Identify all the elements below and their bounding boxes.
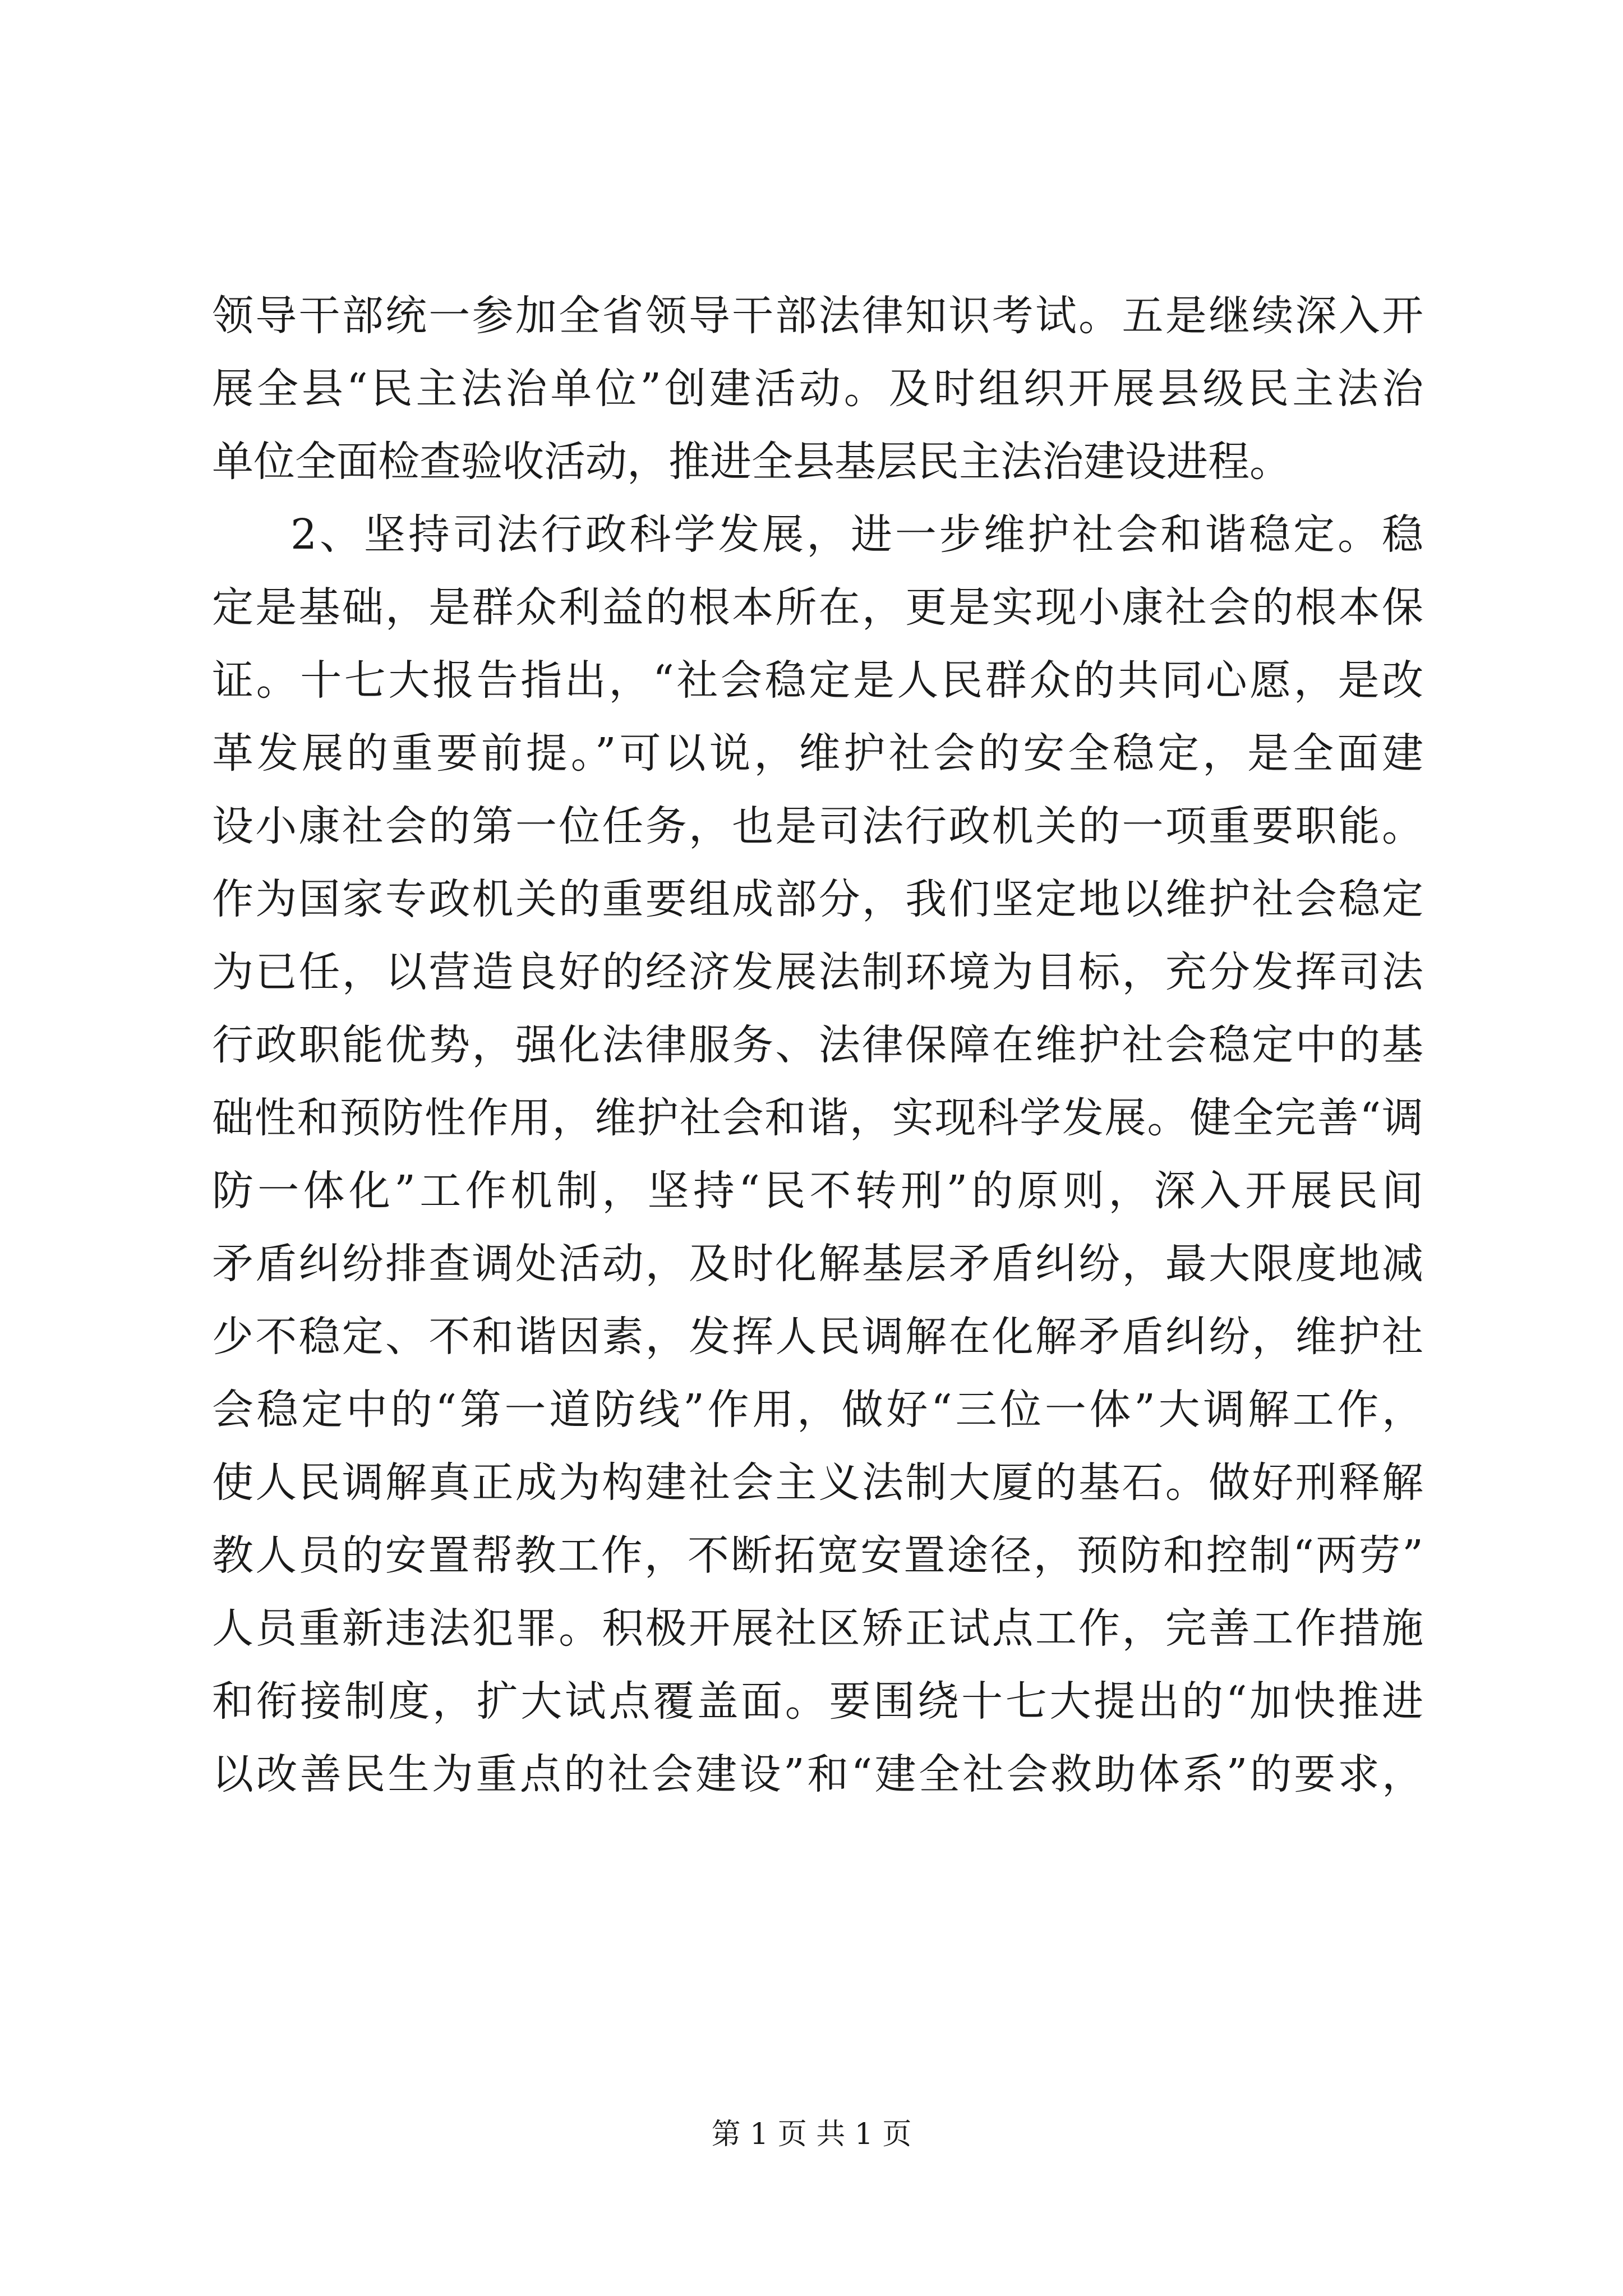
text-line: 定是基础，是群众利益的根本所在，更是实现小康社会的根本保 bbox=[212, 583, 1423, 632]
text-line: 础性和预防性作用，维护社会和谐，实现科学发展。健全完善“调 bbox=[212, 1094, 1423, 1142]
text-line: 作为国家专政机关的重要组成部分，我们坚定地以维护社会稳定 bbox=[212, 875, 1423, 923]
text-line: 矛盾纠纷排查调处活动，及时化解基层矛盾纠纷，最大限度地减 bbox=[212, 1240, 1423, 1288]
text-line: 使人民调解真正成为构建社会主义法制大厦的基石。做好刑释解 bbox=[212, 1458, 1423, 1507]
text-line: 和衔接制度，扩大试点覆盖面。要围绕十七大提出的“加快推进 bbox=[212, 1677, 1423, 1726]
text-line: 革发展的重要前提。”可以说，维护社会的安全稳定，是全面建 bbox=[212, 729, 1423, 777]
text-line: 教人员的安置帮教工作，不断拓宽安置途径，预防和控制“两劳” bbox=[212, 1531, 1423, 1580]
page-number-label: 第 1 页 共 1 页 bbox=[711, 2118, 912, 2151]
text-line: 少不稳定、不和谐因素，发挥人民调解在化解矛盾纠纷，维护社 bbox=[212, 1313, 1423, 1361]
text-line: 设小康社会的第一位任务，也是司法行政机关的一项重要职能。 bbox=[212, 802, 1423, 850]
page-footer bbox=[0, 2115, 1623, 2154]
text-line: 证。十七大报告指出，“社会稳定是人民群众的共同心愿，是改 bbox=[212, 656, 1423, 705]
text-line: 为已任，以营造良好的经济发展法制环境为目标，充分发挥司法 bbox=[212, 948, 1423, 996]
paragraph-start-line: 2、坚持司法行政科学发展，进一步维护社会和谐稳定。稳 bbox=[291, 510, 1423, 559]
document-body bbox=[212, 279, 1423, 1811]
text-line: 展全县“民主法治单位”创建活动。及时组织开展县级民主法治 bbox=[212, 365, 1423, 413]
text-line: 领导干部统一参加全省领导干部法律知识考试。五是继续深入开 bbox=[212, 292, 1423, 340]
text-line: 行政职能优势，强化法律服务、法律保障在维护社会稳定中的基 bbox=[212, 1021, 1423, 1069]
text-line: 单位全面检查验收活动，推进全县基层民主法治建设进程。 bbox=[212, 438, 1291, 486]
text-line: 防一体化”工作机制，坚持“民不转刑”的原则，深入开展民间 bbox=[212, 1167, 1423, 1215]
text-line: 人员重新违法犯罪。积极开展社区矫正试点工作，完善工作措施 bbox=[212, 1604, 1423, 1653]
text-line: 会稳定中的“第一道防线”作用，做好“三位一体”大调解工作， bbox=[212, 1386, 1423, 1434]
text-line: 以改善民生为重点的社会建设”和“建全社会救助体系”的要求， bbox=[212, 1750, 1423, 1798]
